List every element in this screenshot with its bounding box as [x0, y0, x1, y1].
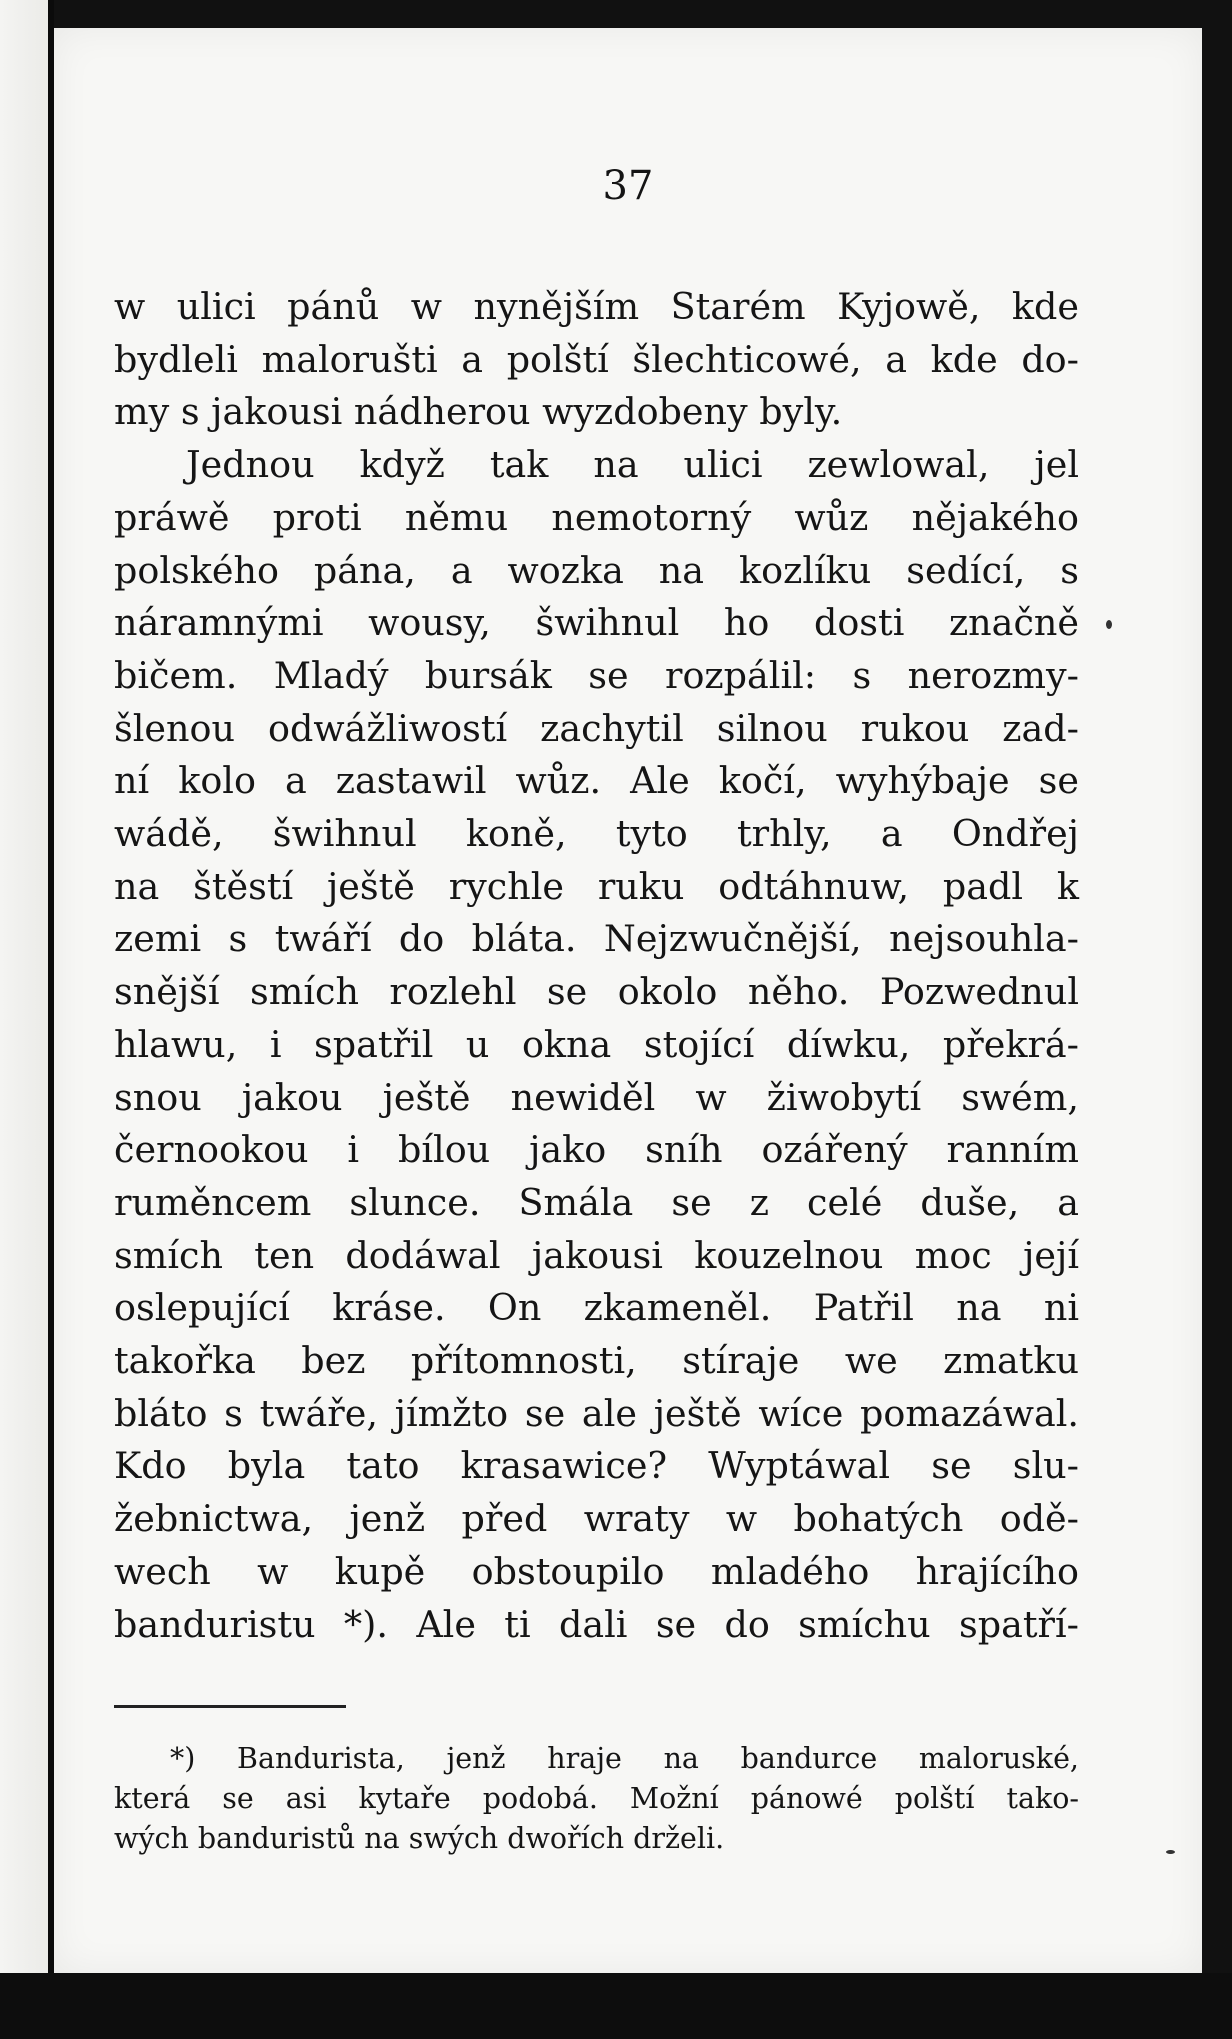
text-line: na štěstí ještě rychle ruku odtáhnuw, padl k — [114, 864, 1079, 908]
footnote-divider — [114, 1705, 346, 1708]
ink-speck — [1106, 620, 1112, 629]
text-line: hlawu, i spatřil u okna stojící díwku, překrá- — [114, 1022, 1079, 1066]
text-line: snější smích rozlehl se okolo něho. Pozwednul — [114, 970, 1079, 1014]
ink-speck — [1166, 1850, 1175, 1854]
scan-border — [0, 1973, 1232, 2039]
text-line: zemi s twáří do bláta. Nejzwučnější, nejsouhla- — [114, 917, 1079, 961]
facing-page-edge — [0, 0, 54, 2039]
text-line: práwě proti němu nemotorný wůz nějakého — [114, 495, 1079, 539]
text-line: banduristu *). Ale ti dali se do smíchu spatří- — [114, 1602, 1079, 1646]
body-text — [114, 281, 1079, 1651]
text-line: oslepující kráse. On zkameněl. Patřil na ni — [114, 1286, 1079, 1330]
text-line: bláto s twáře, jímžto se ale ještě wíce pomazáwal. — [114, 1391, 1079, 1435]
footnote-line: *) Bandurista, jenž hraje na bandurce maloruské, — [170, 1742, 1079, 1775]
text-line: smích ten dodáwal jakousi kouzelnou moc její — [114, 1233, 1079, 1277]
footnote — [114, 1739, 1079, 1859]
text-line: wádě, šwihnul koně, tyto trhly, a Ondřej — [114, 812, 1079, 856]
text-line: černookou i bílou jako sníh ozářený ranním — [114, 1128, 1079, 1172]
text-line: wech w kupě obstoupilo mladého hrajícího — [114, 1549, 1079, 1593]
text-line: my s jakousi nádherou wyzdobeny byly. — [114, 390, 843, 434]
text-line: náramnými wousy, šwihnul ho dosti značně — [114, 601, 1079, 645]
text-line: bydleli malorušti a polští šlechticowé, a kde do- — [114, 337, 1079, 381]
text-line: w ulici pánů w nynějším Starém Kyjowě, kde — [114, 285, 1079, 328]
text-line: Kdo byla tato krasawice? Wyptáwal se slu- — [114, 1444, 1079, 1488]
text-line: šlenou odwážliwostí zachytil silnou rukou zad- — [114, 706, 1079, 750]
text-line: bičem. Mladý bursák se rozpálil: s nerozmy- — [114, 653, 1079, 697]
footnote-line: wých banduristů na swých dwořích drželi. — [114, 1822, 725, 1855]
text-line: žebnictwa, jenž před wraty w bohatých odě- — [114, 1497, 1079, 1541]
text-line: Jednou když tak na ulici zewlowal, jel — [186, 443, 1079, 487]
footnote-line: která se asi kytaře podobá. Možní pánowé polští tako- — [114, 1782, 1079, 1815]
book-page — [54, 28, 1202, 1973]
text-line: ní kolo a zastawil wůz. Ale kočí, wyhýbaje se — [114, 759, 1079, 803]
text-line: polského pána, a wozka na kozlíku sedící, s — [114, 548, 1079, 592]
page-number: 37 — [602, 163, 654, 209]
text-line: takořka bez přítomnosti, stíraje we zmatku — [114, 1339, 1079, 1383]
text-line: snou jakou ještě newiděl w žiwobytí swém, — [114, 1075, 1079, 1119]
text-line: ruměncem slunce. Smála se z celé duše, a — [114, 1180, 1079, 1224]
